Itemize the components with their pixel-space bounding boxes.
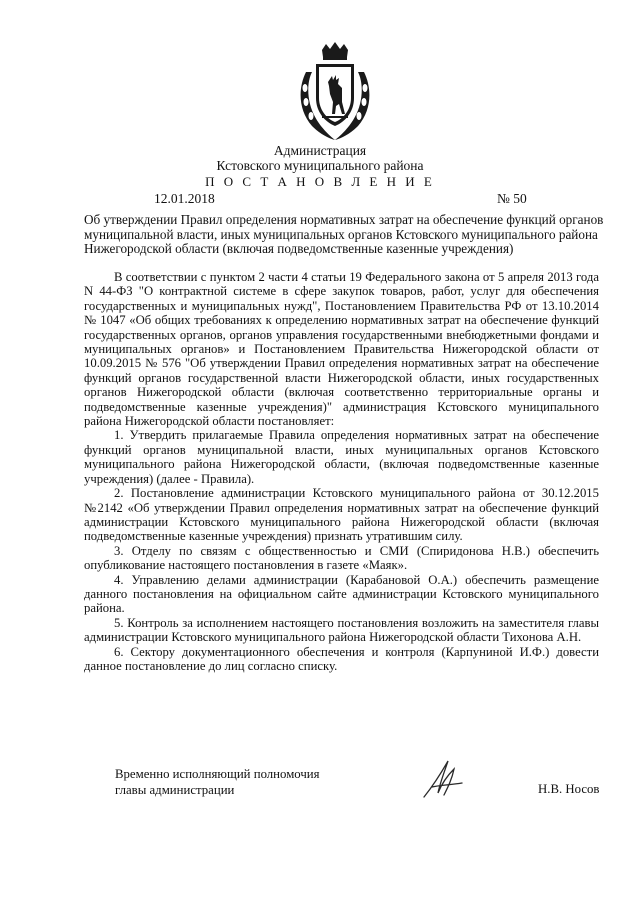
document-date: 12.01.2018: [154, 191, 215, 206]
document-type-title: П О С Т А Н О В Л Е Н И Е: [205, 174, 435, 189]
header-org-name: Кстовского муниципального района: [216, 158, 424, 173]
signatory-title-line2: главы администрации: [115, 783, 235, 797]
preamble-paragraph: В соответствии с пунктом 2 части 4 статьи 19 Федерального закона от 5 апреля 2013 года N 44-ФЗ "О контрактной системе в сфере закупок товаров, работ, услуг для обеспечения государственных и муниципальных нужд", Постановлением Правительства РФ от 13.10.2014 № 1047 «Об общих требованиях к определению нормативных затрат на обеспечение функций государственных органов, органов управления государственными внебюджетными фондами и муниципальных органов» и Постановлением Правительства Нижегородской области от 10.09.2015 № 576 "Об утверждении Правил определения нормативных затрат на обеспечение функций органов государственной власти Нижегородской области, иных государственных органов Нижегородской области (включая соответственно территориальные органы и подведомственные казенные учреждения)" администрация Кстовского муниципального района Нижегородской области постановляет:: [84, 270, 599, 429]
clause-4: 4. Управлению делами администрации (Карабановой О.А.) обеспечить размещение данного постановления на официальном сайте администрации Кстовского муниципального района.: [84, 572, 599, 616]
clause-1: 1. Утвердить прилагаемые Правила определения нормативных затрат на обеспечение функций органов муниципальной власти, иных муниципальных органов Кстовского муниципального района Нижегородской области, (включая подведомственные казенные учреждения) (далее - Правила).: [84, 428, 599, 486]
coat-of-arms-emblem-icon: [292, 42, 378, 142]
clause-2: 2. Постановление администрации Кстовского муниципального района от 30.12.2015 №2142 «Об утверждении Правил определения нормативных затрат на обеспечение функций администрации Кстовского муниципального района Нижегородской области (включая подведомственные казенные учреждения) признать утратившим силу.: [84, 486, 599, 544]
document-number: № 50: [497, 191, 527, 206]
signatory-name: Н.В. Носов: [538, 782, 600, 796]
document-body: [84, 270, 599, 673]
clause-5: 5. Контроль за исполнением настоящего постановления возложить на заместителя главы администрации Кстовского муниципального района Нижегородской области Тихонова А.Н.: [84, 615, 599, 645]
clause-6: 6. Сектору документационного обеспечения и контроля (Карпуниной И.Ф.) довести данное постановление до лиц согласно списку.: [84, 644, 599, 673]
header-org-type: Администрация: [273, 143, 367, 158]
clause-3: 3. Отделу по связям с общественностью и СМИ (Спиридонова Н.В.) обеспечить опубликование настоящего постановления в газете «Маяк».: [84, 543, 599, 573]
signatory-title-line1: Временно исполняющий полномочия: [115, 767, 320, 781]
document-subject: Об утверждении Правил определения нормативных затрат на обеспечение функций органов муниципальной власти, иных муниципальных органов Кстовского муниципального района Нижегородской области (включая подведомственные казенные учреждения): [84, 212, 604, 257]
handwritten-signature-icon: [418, 757, 466, 801]
